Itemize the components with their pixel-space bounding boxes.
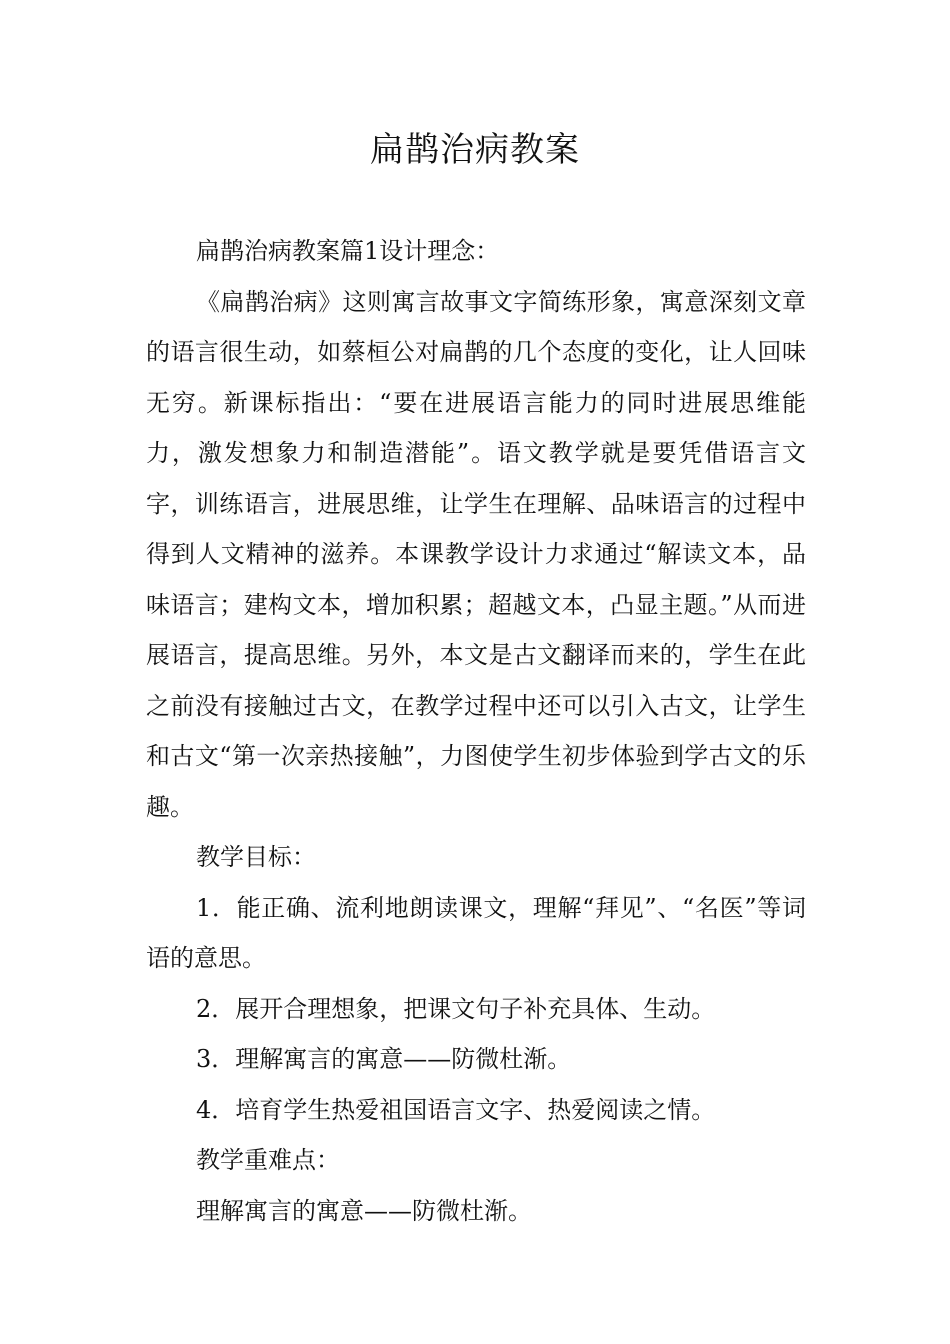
document-title: 扁鹊治病教案 xyxy=(370,130,580,170)
document-body xyxy=(146,226,806,1236)
paragraph-goal-1: 1．能正确、流利地朗读课文，理解“拜见”、“名医”等词语的意思。 xyxy=(146,893,806,972)
paragraph-goal-2: 2．展开合理想象，把课文句子补充具体、生动。 xyxy=(196,994,716,1023)
paragraph-key-points: 理解寓言的寓意——防微杜渐。 xyxy=(196,1196,532,1225)
paragraph-teaching-goals-heading: 教学目标： xyxy=(196,843,316,871)
paragraph-goal-4: 4．培育学生热爱祖国语言文字、热爱阅读之情。 xyxy=(196,1095,716,1124)
paragraph-key-points-heading: 教学重难点： xyxy=(196,1146,340,1174)
paragraph-goal-3: 3．理解寓言的寓意——防微杜渐。 xyxy=(196,1045,572,1073)
paragraph-design-concept-heading: 扁鹊治病教案篇1设计理念： xyxy=(196,237,500,265)
paragraph-design-concept: 《扁鹊治病》这则寓言故事文字简练形象，寓意深刻文章的语言很生动，如蔡桓公对扁鹊的几个态度的变化，让人回味无穷。新课标指出：“要在进展语言能力的同时进展思维能力，激发想象力和制造潜能”。语文教学就是要凭借语言文字，训练语言，进展思维，让学生在理解、品味语言的过程中得到人文精神的滋养。本课教学设计力求通过“解读文本，品味语言；建构文本，增加积累；超越文本，凸显主题。”从而进展语言，提高思维。另外，本文是古文翻译而来的，学生在此之前没有接触过古文，在教学过程中还可以引入古文，让学生和古文“第一次亲热接触”，力图使学生初步体验到学古文的乐趣。 xyxy=(146,287,806,821)
